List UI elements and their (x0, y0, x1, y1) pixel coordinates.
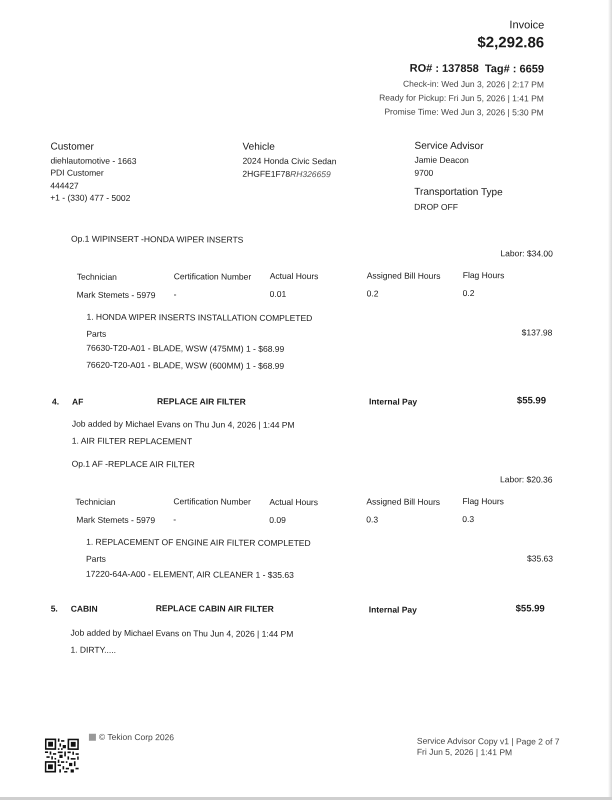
advisor-heading: Service Advisor (414, 140, 484, 153)
page-edge-right (608, 0, 612, 800)
tag-number: Tag# : 6659 (484, 63, 545, 76)
job4-flag: 0.3 (462, 513, 475, 525)
job4-title: REPLACE AIR FILTER (156, 396, 246, 407)
vin-suffix: RH326659 (290, 168, 331, 180)
customer-heading: Customer (50, 141, 94, 153)
vehicle-heading: Vehicle (242, 141, 275, 153)
customer-name: diehlautomotive - 1663 (50, 155, 137, 166)
job4-amount: $55.99 (516, 395, 547, 407)
job4-pay: Internal Pay (368, 396, 418, 407)
footer-copy-page: Service Advisor Copy v1 | Page 2 of 7 (416, 735, 560, 747)
job5-amount: $55.99 (515, 603, 545, 615)
invoice-total: $2,292.86 (477, 34, 545, 52)
footer-date: Fri Jun 5, 2026 | 1:41 PM (416, 746, 513, 758)
advisor-id: 9700 (414, 167, 434, 178)
transport-type: DROP OFF (414, 201, 458, 212)
job4-assigned: 0.3 (366, 514, 379, 525)
op1-flag: 0.2 (462, 287, 475, 299)
op1-parts-total: $137.98 (521, 327, 553, 338)
op1-actual: 0.01 (269, 288, 287, 299)
job4-actual: 0.09 (269, 514, 286, 525)
footer-copyright-text: © Tekion Corp 2026 (98, 731, 175, 743)
op1-part-1: 76630-T20-A01 - BLADE, WSW (475MM) 1 - $68.99 (86, 342, 285, 354)
job4-header-assigned: Assigned Bill Hours (366, 496, 441, 507)
ready-time: Ready for Pickup: Fri Jun 5, 2026 | 1:41 PM (379, 92, 544, 104)
vin-prefix: 2HGFE1F78 (242, 168, 291, 179)
op1-labor: Labor: $34.00 (500, 248, 553, 259)
op1-note: 1. HONDA WIPER INSERTS INSTALLATION COMPLETED (86, 311, 313, 324)
job4-labor: Labor: $20.36 (500, 474, 553, 485)
op1-header-technician: Technician (76, 271, 117, 282)
vehicle-desc: 2024 Honda Civic Sedan (242, 155, 337, 167)
ro-tag-line (410, 63, 544, 76)
job4-code: AF (71, 396, 84, 407)
footer-copyright (89, 732, 174, 743)
op1-header-cert: Certification Number (173, 271, 252, 282)
job4-header-flag: Flag Hours (462, 495, 504, 507)
tekion-logo-icon (89, 734, 96, 741)
job4-header-cert: Certification Number (173, 496, 251, 507)
job4-parts-label: Parts (85, 553, 106, 564)
job4-header-actual: Actual Hours (269, 496, 319, 508)
job5-title: REPLACE CABIN AIR FILTER (155, 603, 274, 614)
job4-op-title: Op.1 AF -REPLACE AIR FILTER (71, 458, 195, 470)
op1-header-assigned: Assigned Bill Hours (366, 270, 441, 281)
job4-added: Job added by Michael Evans on Thu Jun 4, 2026 | 1:44 PM (71, 418, 295, 430)
op1-part-2: 76620-T20-A01 - BLADE, WSW (600MM) 1 - $68.99 (86, 359, 285, 371)
op1-cert: - (173, 289, 177, 300)
customer-phone: +1 - (330) 477 - 5002 (50, 192, 131, 203)
job4-concern: 1. AIR FILTER REPLACEMENT (71, 435, 193, 447)
job5-pay: Internal Pay (368, 604, 417, 615)
job4-tech: Mark Stemets - 5979 (76, 514, 156, 526)
op1-header-flag: Flag Hours (462, 269, 505, 281)
job4-cert: - (173, 514, 177, 525)
job5-concern: 1. DIRTY..... (70, 644, 117, 655)
transport-heading: Transportation Type (414, 186, 503, 199)
job5-num: 5. (50, 603, 58, 614)
job4-num: 4. (51, 396, 60, 407)
op1-assigned: 0.2 (366, 288, 379, 299)
op1-title: Op.1 WIPINSERT -HONDA WIPER INSERTS (70, 233, 244, 245)
advisor-name: Jamie Deacon (414, 154, 469, 166)
qr-code (45, 738, 79, 772)
doc-type: Invoice (509, 19, 545, 32)
job4-parts-total: $35.63 (527, 553, 554, 564)
job4-header-technician: Technician (75, 496, 116, 507)
checkin-time: Check-in: Wed Jun 3, 2026 | 2:17 PM (402, 78, 544, 90)
ro-number: RO# : 137858 (409, 62, 479, 76)
customer-id: 444427 (50, 180, 79, 191)
job4-part-1: 17220-64A-A00 - ELEMENT, AIR CLEANER 1 - $35.63 (85, 568, 294, 580)
job5-code: CABIN (70, 603, 98, 614)
vehicle-vin (242, 169, 330, 180)
job4-note: 1. REPLACEMENT OF ENGINE AIR FILTER COMPLETED (86, 536, 311, 549)
op1-tech: Mark Stemets - 5979 (76, 289, 156, 301)
promise-time: Promise Time: Wed Jun 3, 2026 | 5:30 PM (384, 106, 544, 118)
job5-added: Job added by Michael Evans on Thu Jun 4, 2026 | 1:44 PM (70, 627, 294, 639)
op1-parts-label: Parts (86, 328, 107, 339)
customer-type: PDI Customer (50, 167, 104, 178)
op1-header-actual: Actual Hours (269, 270, 319, 282)
